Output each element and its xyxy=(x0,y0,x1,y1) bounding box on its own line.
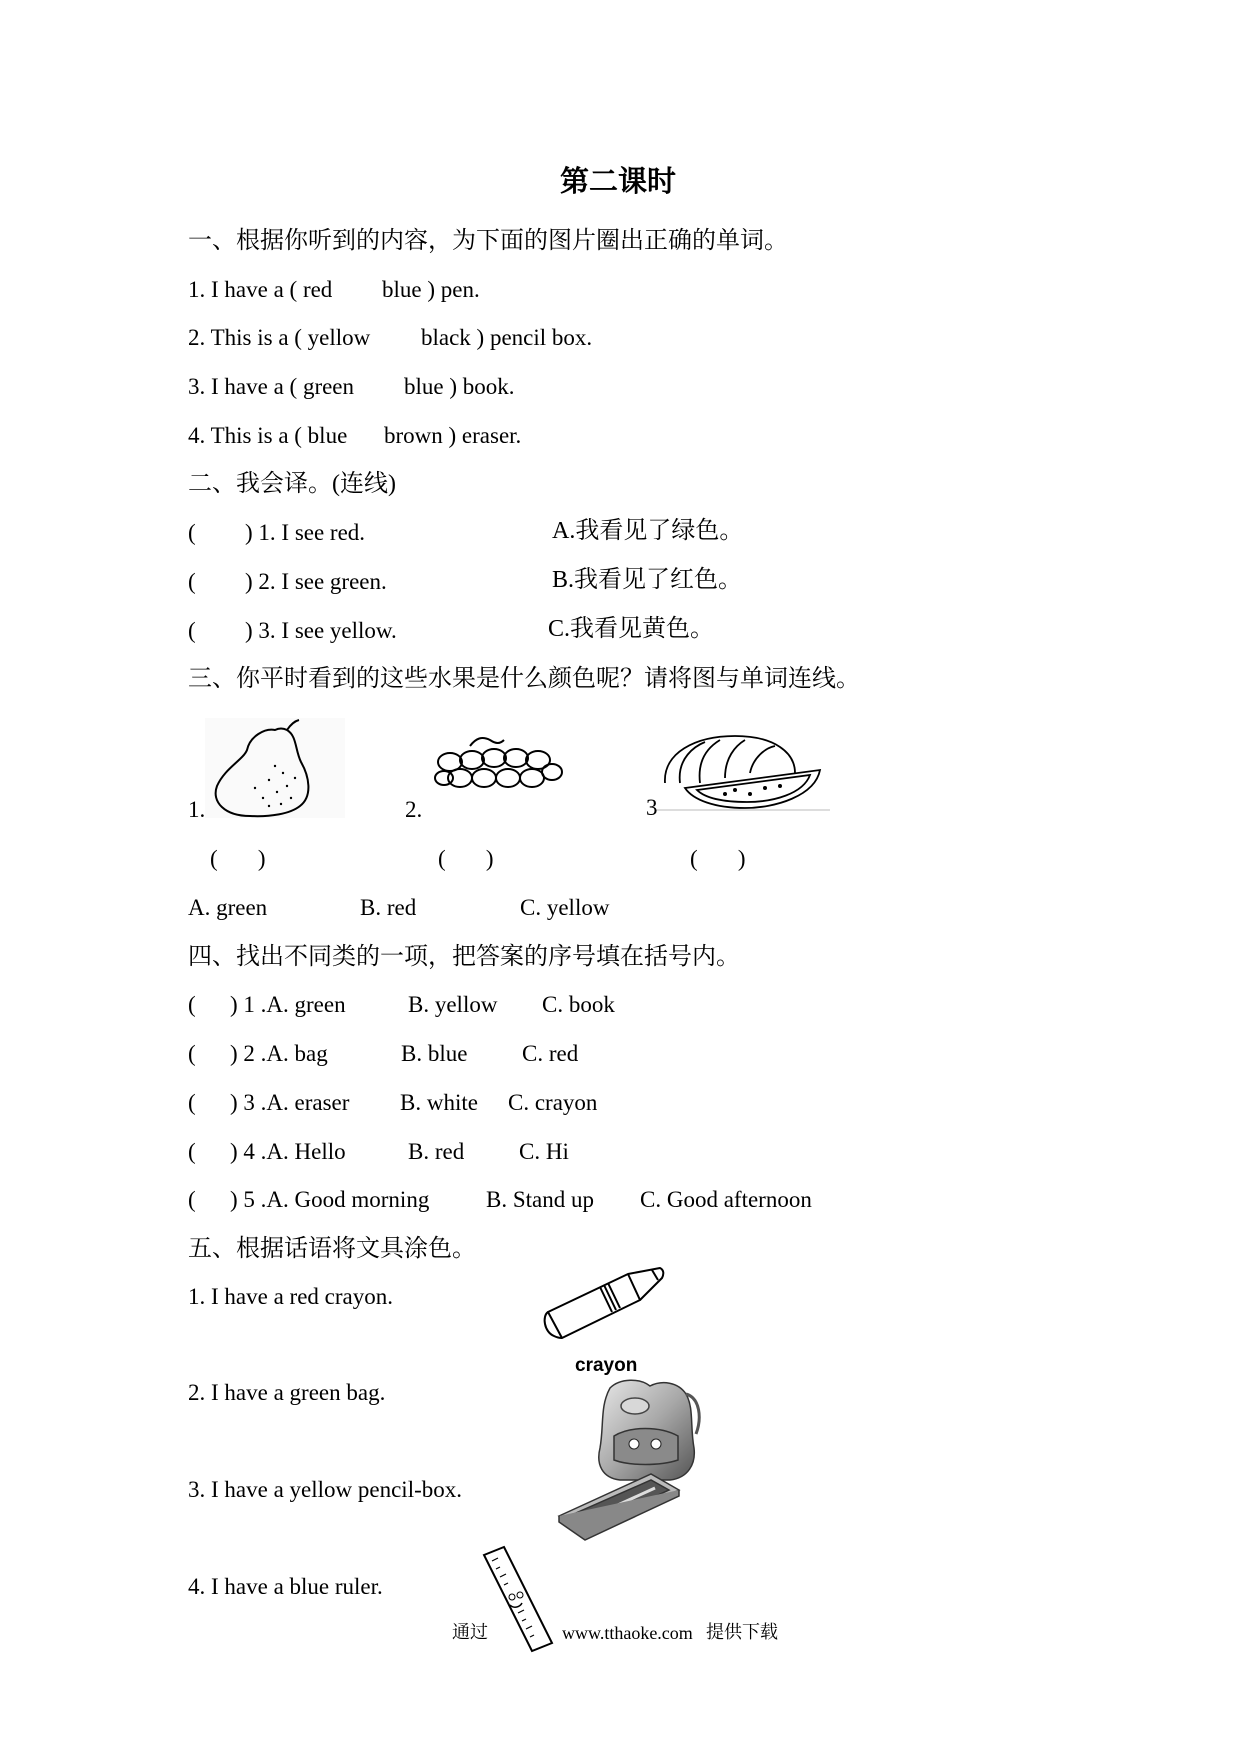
s4-item-5-c: C. Good afternoon xyxy=(640,1187,812,1212)
section-3-heading: 三、你平时看到的这些水果是什么颜色呢？请将图与单词连线。 xyxy=(188,666,860,692)
s1-item-1-b: blue ) pen. xyxy=(382,277,480,302)
section-1-heading: 一、根据你听到的内容，为下面的图片圈出正确的单词。 xyxy=(188,228,788,254)
footer-prefix: 通过 xyxy=(452,1622,488,1643)
s1-item-3-b: blue ) book. xyxy=(404,374,515,399)
s2-bracket-1[interactable]: ( xyxy=(188,520,196,545)
fruit-bracket-1[interactable]: ( ) xyxy=(210,846,266,871)
s4-item-1-b: B. yellow xyxy=(408,992,498,1017)
s4-item-2-b: B. blue xyxy=(401,1041,468,1066)
s5-item-2: 2. I have a green bag. xyxy=(188,1380,386,1405)
watermelon-image xyxy=(655,728,830,813)
section-2-heading: 二、我会译。(连线) xyxy=(188,471,396,497)
s2-right-1: A.我看见了绿色。 xyxy=(552,518,744,544)
s1-item-4-b: brown ) eraser. xyxy=(384,423,522,448)
crayon-label: crayon xyxy=(575,1355,638,1376)
s4-bracket-3[interactable]: ( xyxy=(188,1090,196,1115)
s4-item-4-b: B. red xyxy=(408,1139,465,1164)
fruit-bracket-3[interactable]: ( ) xyxy=(690,846,746,871)
s1-item-2-b: black ) pencil box. xyxy=(421,325,593,350)
crayon-image xyxy=(540,1260,675,1340)
s4-item-3-c: C. crayon xyxy=(508,1090,598,1115)
fruit-bracket-2[interactable]: ( ) xyxy=(438,846,494,871)
fruit-number-1: 1. xyxy=(188,797,206,822)
s4-item-4-a: ) 4 .A. Hello xyxy=(230,1139,346,1164)
s2-left-2: ) 2. I see green. xyxy=(245,569,387,594)
page-title: 第二课时 xyxy=(560,166,677,198)
s2-bracket-3[interactable]: ( xyxy=(188,618,196,643)
pear-image xyxy=(205,718,345,818)
ruler-image xyxy=(478,1545,558,1655)
s4-item-1-c: C. book xyxy=(542,992,615,1017)
s1-item-4-a: 4. This is a ( blue xyxy=(188,423,348,448)
s4-bracket-2[interactable]: ( xyxy=(188,1041,196,1066)
section-4-heading: 四、找出不同类的一项，把答案的序号填在括号内。 xyxy=(188,944,740,970)
s1-item-2-a: 2. This is a ( yellow xyxy=(188,325,371,350)
s5-item-3: 3. I have a yellow pencil-box. xyxy=(188,1477,462,1502)
s4-bracket-4[interactable]: ( xyxy=(188,1139,196,1164)
s4-bracket-1[interactable]: ( xyxy=(188,992,196,1017)
section-5-heading: 五、根据话语将文具涂色。 xyxy=(188,1236,476,1262)
color-option-a: A. green xyxy=(188,895,268,920)
color-option-c: C. yellow xyxy=(520,895,610,920)
s5-item-4: 4. I have a blue ruler. xyxy=(188,1574,383,1599)
s2-right-3: C.我看见黄色。 xyxy=(548,616,715,642)
s2-left-3: ) 3. I see yellow. xyxy=(245,618,397,643)
color-option-b: B. red xyxy=(360,895,417,920)
s1-item-1-a: 1. I have a ( red xyxy=(188,277,333,302)
s1-item-3-a: 3. I have a ( green xyxy=(188,374,355,399)
s4-item-3-b: B. white xyxy=(400,1090,478,1115)
s4-item-4-c: C. Hi xyxy=(519,1139,569,1164)
pencil-box-image xyxy=(555,1460,685,1540)
s2-bracket-2[interactable]: ( xyxy=(188,569,196,594)
s4-bracket-5[interactable]: ( xyxy=(188,1187,196,1212)
grapes-image xyxy=(430,732,570,812)
s4-item-1-a: ) 1 .A. green xyxy=(230,992,346,1017)
s4-item-2-c: C. red xyxy=(522,1041,579,1066)
s5-item-1: 1. I have a red crayon. xyxy=(188,1284,393,1309)
s4-item-5-b: B. Stand up xyxy=(486,1187,594,1212)
s2-left-1: ) 1. I see red. xyxy=(245,520,366,545)
s2-right-2: B.我看见了红色。 xyxy=(552,567,743,593)
s4-item-2-a: ) 2 .A. bag xyxy=(230,1041,328,1066)
footer-suffix: 提供下载 xyxy=(706,1622,778,1643)
s4-item-5-a: ) 5 .A. Good morning xyxy=(230,1187,430,1212)
s4-item-3-a: ) 3 .A. eraser xyxy=(230,1090,350,1115)
footer-url[interactable]: www.tthaoke.com xyxy=(562,1623,693,1643)
fruit-number-3: 3 xyxy=(646,795,658,820)
fruit-number-2: 2. xyxy=(405,797,423,822)
